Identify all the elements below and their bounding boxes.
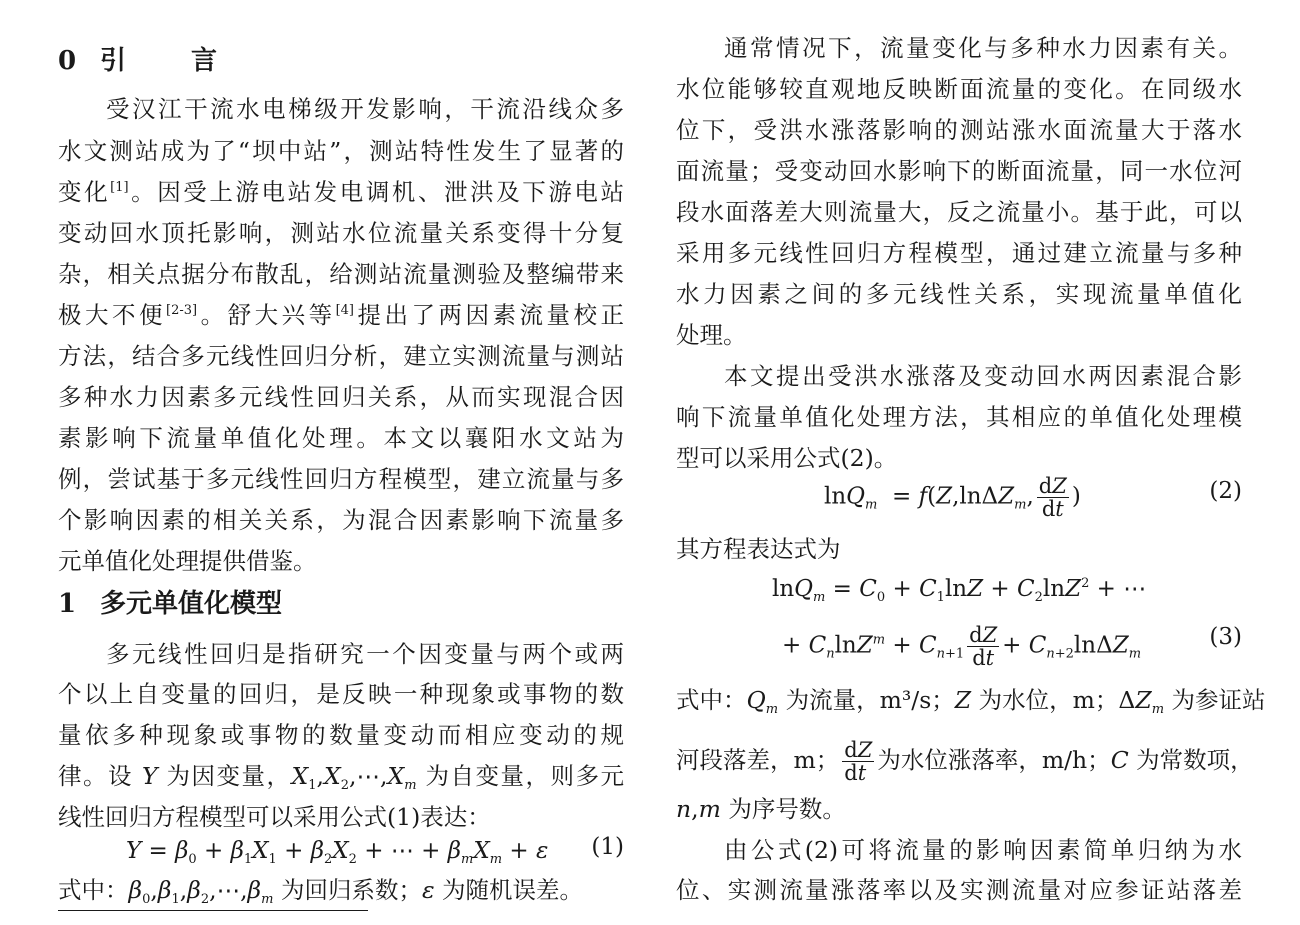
paragraph-line: 段水面落差大则流量大，反之流量小。基于此，可以 <box>676 198 1242 226</box>
paragraph-line: 处理。 <box>676 321 747 349</box>
paragraph-line: 极大不便[2-3]。舒大兴等[4]提出了两因素流量校正 <box>58 301 624 329</box>
paragraph-line: 式中：$\beta_0,\beta_1,\beta_2,\cdots,\beta_m$ 为回归系数；ε 为随机误差。 <box>58 876 584 907</box>
citation-ref: [4] <box>335 303 354 318</box>
paragraph-line: 受汉江干流水电梯级开发影响，干流沿线众多 <box>106 95 624 123</box>
citation-ref: [1] <box>110 180 129 195</box>
equation-number: (1) <box>591 834 624 860</box>
paragraph-line: 个以上自变量的回归，是反映一种现象或事物的数 <box>58 680 624 708</box>
paragraph-line: 水文测站成为了“坝中站”，测站特性发生了显著的 <box>58 137 624 165</box>
equation-number: (2) <box>1209 478 1242 504</box>
paragraph-line: 由公式(2)可将流量的影响因素简单归纳为水 <box>724 836 1242 864</box>
paragraph-line: 多元线性回归是指研究一个因变量与两个或两 <box>106 640 624 668</box>
section-number: 0 <box>58 46 77 76</box>
paragraph-line: 采用多元线性回归方程模型，通过建立流量与多种 <box>676 239 1242 267</box>
paragraph-line: 位、实测流量涨落率以及实测流量对应参证站落差 <box>676 876 1242 904</box>
paragraph-line: 位下，受洪水涨落影响的测站涨水面流量大于落水 <box>676 116 1242 144</box>
paragraph-line: 变动回水顶托影响，测站水位流量关系变得十分复 <box>58 219 624 247</box>
paragraph-line: 面流量；受变动回水影响下的断面流量，同一水位河 <box>676 157 1242 185</box>
paragraph-line: n,m 为序号数。 <box>676 795 846 823</box>
paragraph-line: 河段落差，m； $\frac{dZ}{dt}$ 为水位涨落率，m/h；C 为常数项， <box>676 737 1254 785</box>
section-number: 1 <box>58 589 77 619</box>
paragraph-line: 素影响下流量单值化处理。本文以襄阳水文站为 <box>58 424 624 452</box>
paragraph-line: 型可以采用公式(2)。 <box>676 444 898 472</box>
paragraph-line: 响下流量单值化处理方法，其相应的单值化处理模 <box>676 403 1242 431</box>
paragraph-line: 线性回归方程模型可以采用公式(1)表达： <box>58 803 491 831</box>
paragraph-line: 例，尝试基于多元线性回归方程模型，建立流量与多 <box>58 465 624 493</box>
section-title: 引 言 <box>100 46 246 76</box>
paragraph-line: 多种水力因素多元线性回归关系，从而实现混合因 <box>58 383 624 411</box>
paragraph-line: 水力因素之间的多元线性关系，实现流量单值化 <box>676 280 1242 308</box>
footnote-rule <box>58 910 368 911</box>
equation-3-line-1: $\ln Q_m = C_0 + C_1\ln Z + C_2\ln Z^2$ + ⋯ <box>772 576 1147 605</box>
equation-number: (3) <box>1209 624 1242 650</box>
paragraph-line: 本文提出受洪水涨落及变动回水两因素混合影 <box>724 362 1242 390</box>
paragraph-line: 杂，相关点据分布散乱，给测站流量测验及整编带来 <box>58 260 624 288</box>
paragraph-line: 通常情况下，流量变化与多种水力因素有关。 <box>724 34 1242 62</box>
paragraph-line: 量依多种现象或事物的数量变动而相应变动的规 <box>58 721 624 749</box>
paragraph-line: 其方程表达式为 <box>676 535 841 563</box>
equation-2: lnQ$_m$ = f(Z,lnΔZ$_m$, $\frac{dZ}{dt}$ ) <box>824 474 1081 522</box>
paragraph-line: 方法，结合多元线性回归分析，建立实测流量与测站 <box>58 342 624 370</box>
section-heading-model <box>58 583 282 620</box>
paragraph-line: 式中：$Q_m$ 为流量，m³/s；Z 为水位，m；$\Delta Z_m$ 为参证站 <box>676 686 1266 717</box>
equation-1: $Y = \beta_0 + \beta_1X_1 + \beta_2X_2$ + ⋯ + $\beta_mX_m + \varepsilon$ <box>126 838 549 867</box>
paragraph-line: 律。设 Y 为因变量，$X_1,X_2,\cdots,X_m$ 为自变量，则多元 <box>58 762 624 793</box>
section-title: 多元单值化模型 <box>100 589 283 619</box>
paragraph-line: 变化[1]。因受上游电站发电调机、泄洪及下游电站 <box>58 178 625 206</box>
citation-ref: [2-3] <box>166 303 198 318</box>
equation-3-line-2: + $C_n\ln Z^m + C_{n+1}$ $\frac{dZ}{dt}$ + $C_{n+2}\ln\Delta Z_m$ <box>782 623 1142 671</box>
paragraph-line: 个影响因素的相关关系，为混合因素影响下流量多 <box>58 506 624 534</box>
section-heading-introduction <box>58 40 245 77</box>
paragraph-line: 元单值化处理提供借鉴。 <box>58 547 317 575</box>
paragraph-line: 水位能够较直观地反映断面流量的变化。在同级水 <box>676 75 1242 103</box>
